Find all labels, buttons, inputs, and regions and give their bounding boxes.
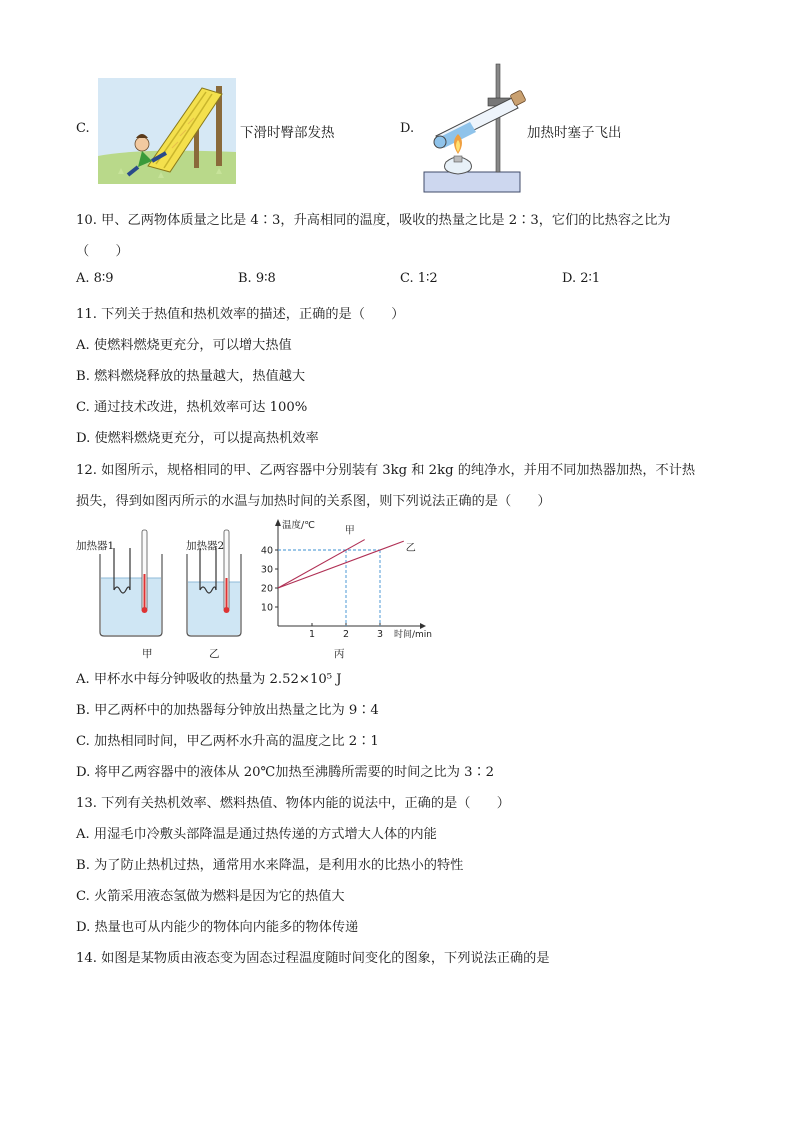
x-axis-arrow	[420, 623, 426, 629]
x-axis-label: 时间/min	[394, 630, 433, 640]
option-d-caption: 加热时塞子飞出	[527, 125, 622, 141]
q13-option-c: C. 火箭采用液态氢做为燃料是因为它的热值大	[76, 889, 345, 904]
q10-option-b: B. 9∶8	[238, 271, 276, 286]
q11-option-b: B. 燃料燃烧释放的热量越大，热值越大	[76, 369, 306, 384]
temperature-time-chart	[252, 516, 442, 642]
y-tick-label: 30	[260, 564, 273, 576]
beaker-yi-label: 乙	[209, 648, 220, 660]
y-tick-label: 20	[260, 583, 273, 595]
q10-stem: 10. 甲、乙两物体质量之比是 4∶3，升高相同的温度，吸收的热量之比是 2∶3，它们的比热容之比为	[76, 213, 671, 228]
series-line-jia	[278, 540, 365, 588]
q12-option-c: C. 加热相同时间，甲乙两杯水升高的温度之比 2∶1	[76, 734, 379, 749]
test-tube-illustration	[420, 62, 530, 198]
heater2-label: 加热器2	[186, 540, 225, 552]
q11-stem: 11. 下列关于热值和热机效率的描述，正确的是（ ）	[76, 307, 405, 322]
q12-option-b: B. 甲乙两杯中的加热器每分钟放出热量之比为 9∶4	[76, 703, 379, 718]
x-tick-label: 2	[342, 629, 350, 640]
option-c-letter: C.	[76, 121, 90, 136]
y-tick-label: 10	[260, 602, 273, 614]
q13-option-d: D. 热量也可从内能少的物体向内能多的物体传递	[76, 920, 359, 935]
q12-option-d: D. 将甲乙两容器中的液体从 20℃加热至沸腾所需要的时间之比为 3∶2	[76, 765, 495, 780]
option-c-caption: 下滑时臀部发热	[240, 125, 335, 141]
q10-option-a: A. 8∶9	[76, 271, 114, 286]
x-tick-label: 3	[376, 629, 384, 640]
q14-stem: 14. 如图是某物质由液态变为固态过程温度随时间变化的图象，下列说法正确的是	[76, 951, 550, 966]
q11-option-a: A. 使燃料燃烧更充分，可以增大热值	[76, 338, 292, 353]
series-label-jia: 甲	[344, 525, 355, 537]
x-tick-label: 1	[308, 629, 316, 640]
q13-option-b: B. 为了防止热机过热，通常用水来降温，是利用水的比热小的特性	[76, 858, 464, 873]
q12-option-a: A. 甲杯水中每分钟吸收的热量为 2.52×10⁵ J	[76, 672, 342, 687]
q13-option-a: A. 用湿毛巾冷敷头部降温是通过热传递的方式增大人体的内能	[76, 827, 437, 842]
q13-stem: 13. 下列有关热机效率、燃料热值、物体内能的说法中，正确的是（ ）	[76, 796, 510, 811]
q11-option-c: C. 通过技术改进，热机效率可达 100%	[76, 400, 308, 415]
y-tick-label: 40	[260, 545, 273, 557]
q10-option-c: C. 1∶2	[400, 271, 438, 286]
option-d-letter: D.	[400, 121, 415, 136]
beaker-jia	[96, 528, 166, 638]
series-label-yi: 乙	[405, 543, 416, 555]
heater1-label: 加热器1	[76, 540, 115, 552]
series-line-yi	[278, 541, 404, 588]
q10-paren: （ ）	[76, 244, 129, 259]
graph-bing-label: 丙	[334, 648, 345, 660]
beaker-yi	[184, 528, 244, 638]
q12-stem-line2: 损失，得到如图丙所示的水温与加热时间的关系图，则下列说法正确的是（ ）	[76, 494, 551, 509]
slide-illustration	[98, 78, 236, 184]
q11-option-d: D. 使燃料燃烧更充分，可以提高热机效率	[76, 431, 319, 446]
q10-option-d: D. 2∶1	[562, 271, 601, 286]
y-axis-arrow	[275, 519, 281, 526]
y-axis-label: 温度/℃	[282, 520, 315, 531]
beaker-jia-label: 甲	[142, 648, 153, 660]
q12-stem-line1: 12. 如图所示，规格相同的甲、乙两容器中分别装有 3kg 和 2kg 的纯净水，并用不同加热器加热，不计热	[76, 463, 696, 478]
